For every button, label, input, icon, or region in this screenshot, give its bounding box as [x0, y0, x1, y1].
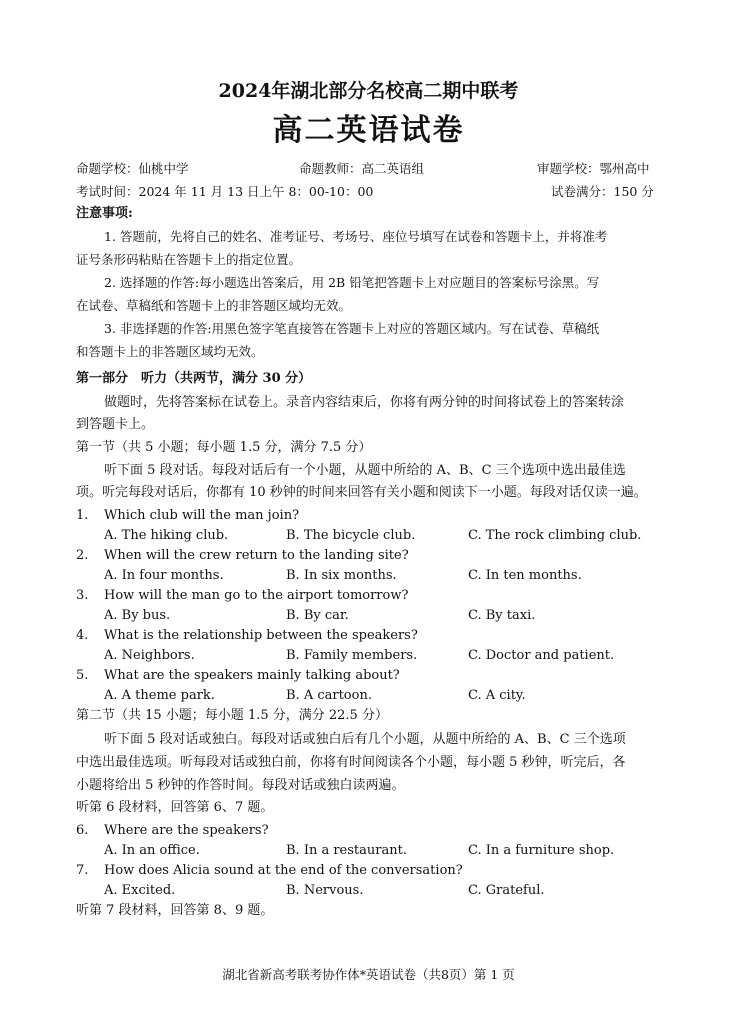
- option-c: C. Grateful.: [468, 883, 545, 898]
- option-a: A. A theme park.: [104, 688, 215, 703]
- note-2-line-2: 在试卷、草稿纸和答题卡上的非答题区域均无效。: [76, 298, 352, 313]
- note-3-line-1: 3. 非选择题的作答:用黑色签字笔直接答在答题卡上对应的答题区域内。写在试卷、草稿纸: [104, 321, 600, 336]
- section2-line-3: 小题将给出 5 秒钟的作答时间。每段对话或独白读两遍。: [76, 778, 405, 793]
- note-2-line-1: 2. 选择题的作答:每小题选出答案后，用 2B 铅笔把答题卡上对应题目的答案标号涂黑。写: [104, 275, 600, 290]
- exam-subtitle: 高二英语试卷: [272, 113, 465, 148]
- option-b: B. In a restaurant.: [286, 843, 407, 858]
- exam-score: 试卷满分：150 分: [551, 184, 654, 199]
- question-number: 5.: [76, 668, 89, 683]
- note-1-line-2: 证号条形码粘贴在答题卡上的指定位置。: [76, 252, 302, 267]
- option-a: A. By bus.: [104, 608, 171, 623]
- material-7-instruction: 听第 7 段材料，回答第 8、9 题。: [76, 903, 274, 918]
- question-number: 1.: [76, 508, 89, 523]
- exam-title: 2024年湖北部分名校高二期中联考: [218, 80, 519, 102]
- option-b: B. The bicycle club.: [286, 528, 416, 543]
- option-a: A. In four months.: [104, 568, 224, 583]
- question-number: 4.: [76, 628, 89, 643]
- part1-heading: 第一部分 听力（共两节，满分 30 分）: [76, 371, 312, 386]
- question-number: 6.: [76, 823, 89, 838]
- teacher-info: 命题教师：高二英语组: [299, 161, 425, 176]
- note-3-line-2: 和答题卡上的非答题区域均无效。: [76, 344, 264, 359]
- option-b: B. By car.: [286, 608, 349, 623]
- part1-intro-line-2: 到答题卡上。: [76, 417, 155, 432]
- note-1-line-1: 1. 答题前，先将自己的姓名、准考证号、考场号、座位号填写在试卷和答题卡上，并将准考: [104, 229, 608, 244]
- material-6-instruction: 听第 6 段材料，回答第 6、7 题。: [76, 800, 274, 815]
- option-b: B. Family members.: [286, 648, 418, 663]
- question-text: How does Alicia sound at the end of the conversation?: [104, 863, 463, 878]
- question-text: What are the speakers mainly talking about?: [104, 668, 400, 683]
- option-c: C. The rock climbing club.: [468, 528, 642, 543]
- option-b: B. In six months.: [286, 568, 397, 583]
- part1-intro-line-1: 做题时，先将答案标在试卷上。录音内容结束后，你将有两分钟的时间将试卷上的答案转涂: [104, 395, 625, 410]
- notes-heading: 注意事项:: [76, 206, 133, 221]
- option-c: C. A city.: [468, 688, 526, 703]
- question-number: 2.: [76, 548, 89, 563]
- option-c: C. By taxi.: [468, 608, 536, 623]
- question-text: How will the man go to the airport tomorrow?: [104, 588, 409, 603]
- reviewer-info: 审题学校：鄂州高中: [537, 161, 650, 176]
- option-c: C. In a furniture shop.: [468, 843, 615, 858]
- option-b: B. Nervous.: [286, 883, 364, 898]
- section1-line-2: 项。听完每段对话后，你都有 10 秒钟的时间来回答有关小题和阅读下一小题。每段对话仅读一遍。: [76, 485, 647, 500]
- question-text: Which club will the man join?: [104, 508, 300, 523]
- option-a: A. The hiking club.: [104, 528, 229, 543]
- section2-line-1: 听下面 5 段对话或独白。每段对话或独白后有几个小题，从题中所给的 A、B、C 三个选项: [104, 732, 626, 747]
- question-number: 7.: [76, 863, 89, 878]
- school-info: 命题学校：仙桃中学: [76, 161, 189, 176]
- option-b: B. A cartoon.: [286, 688, 372, 703]
- option-a: A. Excited.: [104, 883, 176, 898]
- option-c: C. In ten months.: [468, 568, 582, 583]
- section1-heading: 第一节（共 5 小题；每小题 1.5 分，满分 7.5 分）: [76, 440, 372, 455]
- option-a: A. In an office.: [104, 843, 200, 858]
- section2-line-2: 中选出最佳选项。听每段对话或独白前，你将有时间阅读各个小题，每小题 5 秒钟，听完后，各: [76, 755, 626, 770]
- exam-time: 考试时间：2024 年 11 月 13 日上午 8：00-10：00: [76, 184, 374, 199]
- section2-heading: 第二节（共 15 小题；每小题 1.5 分，满分 22.5 分）: [76, 708, 388, 723]
- option-a: A. Neighbors.: [104, 648, 195, 663]
- page-footer: 湖北省新高考联考协作体*英语试卷（共8页）第 1 页: [222, 967, 515, 982]
- option-c: C. Doctor and patient.: [468, 648, 615, 663]
- question-text: Where are the speakers?: [104, 823, 269, 838]
- section1-line-1: 听下面 5 段对话。每段对话后有一个小题，从题中所给的 A、B、C 三个选项中选出最佳选: [104, 463, 626, 478]
- question-text: What is the relationship between the speakers?: [104, 628, 418, 643]
- question-number: 3.: [76, 588, 89, 603]
- question-text: When will the crew return to the landing site?: [104, 548, 409, 563]
